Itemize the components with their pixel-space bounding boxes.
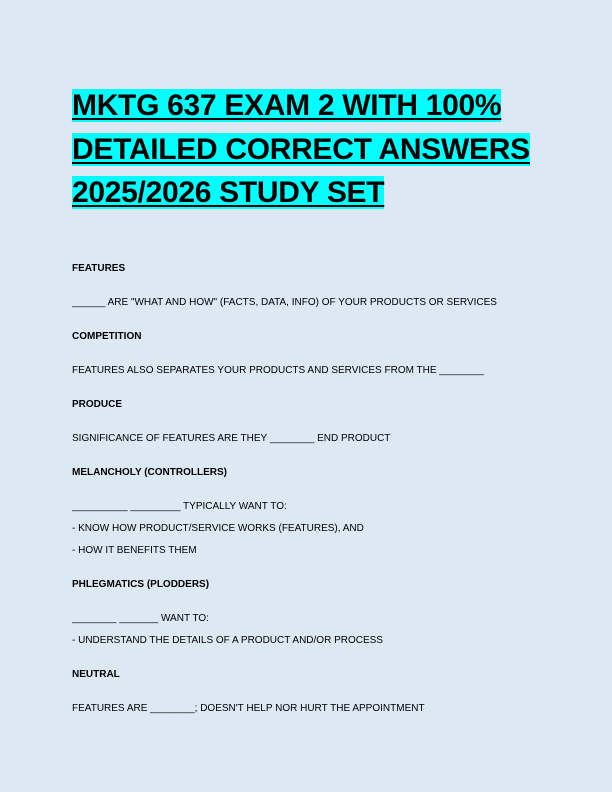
- study-card: [72, 668, 552, 716]
- definition-line: FEATURES ARE ________; DOESN'T HELP NOR HURT THE APPOINTMENT: [72, 703, 425, 714]
- study-card: [72, 330, 552, 378]
- document-title: [72, 84, 542, 215]
- card-term: FEATURES: [72, 263, 126, 274]
- card-term: PRODUCE: [72, 399, 123, 410]
- document-header: [72, 84, 542, 215]
- card-term: MELANCHOLY (CONTROLLERS): [72, 467, 227, 478]
- definition-line: - HOW IT BENEFITS THEM: [72, 545, 197, 556]
- card-definition: [72, 364, 552, 378]
- study-set: [72, 262, 552, 736]
- card-definition: [72, 702, 552, 716]
- definition-line: ________ _______ WANT TO:: [72, 613, 209, 624]
- title-line: 2025/2026 STUDY SET: [72, 176, 385, 209]
- card-term: NEUTRAL: [72, 669, 120, 680]
- definition-line: ______ ARE "WHAT AND HOW" (FACTS, DATA, INFO) OF YOUR PRODUCTS OR SERVICES: [72, 297, 497, 308]
- definition-line: __________ _________ TYPICALLY WANT TO:: [72, 501, 287, 512]
- study-card: [72, 578, 552, 648]
- study-card: [72, 262, 552, 310]
- study-card: [72, 466, 552, 558]
- definition-line: FEATURES ALSO SEPARATES YOUR PRODUCTS AND SERVICES FROM THE ________: [72, 365, 484, 376]
- card-term: PHLEGMATICS (PLODDERS): [72, 579, 210, 590]
- card-definition: [72, 296, 552, 310]
- definition-line: SIGNIFICANCE OF FEATURES ARE THEY ________ END PRODUCT: [72, 433, 391, 444]
- card-definition: [72, 612, 552, 648]
- card-definition: [72, 500, 552, 558]
- definition-line: - KNOW HOW PRODUCT/SERVICE WORKS (FEATURES), AND: [72, 523, 364, 534]
- title-line: MKTG 637 EXAM 2 WITH 100%: [72, 89, 502, 122]
- title-line: DETAILED CORRECT ANSWERS: [72, 132, 530, 166]
- study-card: [72, 398, 552, 446]
- card-definition: [72, 432, 552, 446]
- card-term: COMPETITION: [72, 331, 142, 342]
- definition-line: - UNDERSTAND THE DETAILS OF A PRODUCT AND/OR PROCESS: [72, 635, 383, 646]
